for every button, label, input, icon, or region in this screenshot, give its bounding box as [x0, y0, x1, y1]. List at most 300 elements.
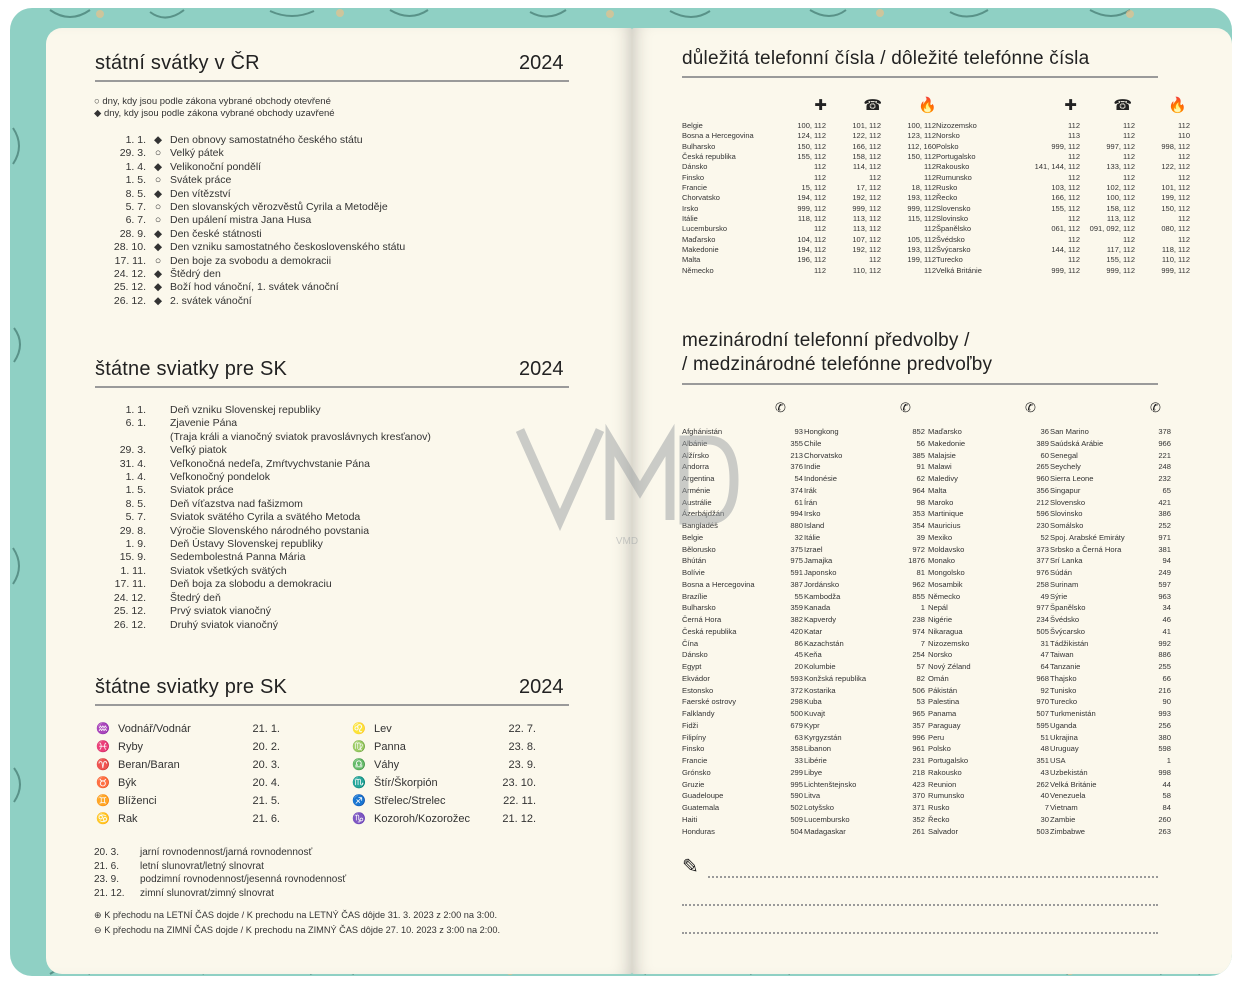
prefix-country: Konžská republika	[804, 673, 867, 683]
prefix-row	[682, 767, 803, 779]
prefix-row	[928, 532, 1049, 544]
prefix-country: Mongolsko	[928, 568, 965, 577]
prefix-country: Grónsko	[682, 767, 711, 777]
prefix-row	[682, 579, 803, 591]
prefix-country: Zambie	[1050, 814, 1076, 824]
equinox-date: 21. 12.	[94, 887, 125, 899]
country-name: Maďarsko	[682, 234, 716, 244]
emergency-table	[936, 121, 1190, 276]
holiday-row	[98, 295, 405, 308]
emergency-row	[682, 235, 936, 245]
prefix-country: Malta	[928, 485, 947, 495]
prefix-country: Somálsko	[1050, 521, 1084, 530]
prefix-code: 593	[790, 673, 803, 683]
prefix-row	[1050, 685, 1171, 697]
zodiac-date: 21. 12.	[502, 813, 536, 825]
prefix-code: 351	[1036, 756, 1049, 765]
prefix-row	[1050, 473, 1171, 485]
holiday-date: 17. 11.	[114, 578, 146, 591]
prefix-country: Katar	[804, 626, 823, 636]
prefix-row	[682, 614, 803, 626]
prefix-code: 993	[1158, 709, 1171, 718]
prefix-country: Turkmenistán	[1050, 709, 1096, 718]
emergency-row	[936, 245, 1190, 255]
prefix-country: Hongkong	[804, 427, 839, 436]
zodiac-name: Lev	[374, 723, 392, 735]
prefix-code: 509	[790, 814, 803, 824]
prefix-code: 375	[790, 544, 803, 554]
prefix-country: Filipíny	[682, 732, 707, 742]
prefix-country: Čína	[682, 638, 699, 648]
emergency-number: 112	[814, 224, 826, 234]
emergency-row	[682, 183, 936, 193]
zodiac-date: 23. 10.	[502, 777, 536, 789]
prefix-code: 94	[1162, 556, 1171, 566]
prefix-code: 64	[1040, 662, 1049, 671]
emergency-number: 122, 112	[852, 131, 881, 141]
police-icon: ☎	[863, 97, 882, 114]
country-name: Dánsko	[682, 162, 708, 172]
holiday-date: 24. 12.	[113, 268, 146, 281]
emergency-number: 158, 112	[1106, 203, 1135, 213]
prefix-code: 82	[916, 673, 925, 683]
holiday-name: Sviatok svätého Cyrila a svätého Metoda	[170, 511, 361, 524]
prefix-code: 880	[790, 521, 803, 530]
emergency-number: 192, 112	[852, 193, 881, 203]
prefix-country: Egypt	[682, 662, 702, 671]
prefix-code: 48	[1040, 744, 1049, 754]
emergency-row	[682, 266, 936, 276]
prefix-code: 20	[794, 662, 803, 671]
emergency-number: 112	[814, 265, 826, 275]
prefix-country: Litva	[804, 791, 821, 801]
emergency-row	[682, 142, 936, 152]
prefix-country: Portugalsko	[928, 756, 969, 765]
fire-icon: 🔥	[1168, 97, 1187, 114]
prefix-country: Lichtenštejnsko	[804, 779, 857, 789]
emergency-number: 103, 112	[1051, 183, 1080, 193]
prefix-code: 265	[1036, 462, 1049, 472]
prefix-row	[928, 485, 1049, 497]
holiday-date: 6. 7.	[125, 214, 146, 227]
holiday-row	[98, 551, 431, 564]
emergency-number: 113, 112	[852, 214, 881, 224]
prefix-row	[804, 614, 925, 626]
phone-icon: ✆	[775, 400, 786, 415]
emergency-number: 112	[814, 172, 826, 182]
prefix-row	[682, 720, 803, 732]
prefix-row	[928, 614, 1049, 626]
prefix-row	[1050, 579, 1171, 591]
prefix-country: Indonésie	[804, 474, 837, 483]
holiday-row	[98, 268, 405, 281]
prefix-code: 47	[1040, 650, 1049, 660]
holiday-row	[98, 578, 431, 591]
emergency-number: 112	[1178, 152, 1190, 162]
prefix-code: 995	[790, 779, 803, 789]
holiday-row	[98, 592, 431, 605]
holiday-name: Svátek práce	[170, 174, 232, 187]
zodiac-row	[344, 720, 536, 738]
prefix-code: 503	[1036, 826, 1049, 836]
prefix-row	[928, 438, 1049, 450]
prefix-row	[1050, 438, 1171, 450]
prefix-code: 975	[790, 556, 803, 566]
prefix-code: 386	[1158, 509, 1171, 519]
prefix-row	[1050, 720, 1171, 732]
zodiac-sign-icon: ♐	[352, 795, 366, 807]
holiday-date: 28. 10.	[113, 241, 146, 254]
watermark-logo	[512, 410, 742, 550]
emergency-table	[682, 121, 936, 276]
holiday-shop-marker: ○	[154, 174, 162, 187]
prefix-country: Česká republika	[682, 626, 737, 636]
prefix-country: Kyrgyzstán	[804, 732, 842, 742]
emergency-row	[682, 121, 936, 131]
prefix-row	[1050, 755, 1171, 767]
emergency-number: 112	[1123, 131, 1135, 141]
prefix-country: Bolívie	[682, 568, 705, 577]
prefix-row	[682, 696, 803, 708]
country-name: Lucembursko	[682, 224, 728, 234]
holiday-name: Den boje za svobodu a demokracii	[170, 254, 332, 267]
prefix-country: Rusko	[928, 803, 950, 812]
prefix-row	[682, 826, 803, 838]
note-line[interactable]	[682, 932, 1158, 934]
prefix-code: 855	[912, 591, 925, 601]
holiday-date: 1. 5.	[125, 174, 146, 187]
emergency-number: 112	[924, 172, 936, 182]
prefix-row	[928, 591, 1049, 603]
emergency-number: 102, 112	[1106, 183, 1135, 193]
prefix-row	[1050, 826, 1171, 838]
cz-holiday-list	[98, 134, 405, 308]
equinox-list	[94, 846, 346, 900]
emergency-row	[936, 235, 1190, 245]
prefix-code: 976	[1036, 568, 1049, 577]
sk-holiday-list	[98, 404, 431, 632]
prefix-country: Guadeloupe	[682, 791, 724, 801]
prefix-code: 961	[912, 744, 925, 754]
holiday-row	[98, 174, 405, 187]
holiday-date: 25. 12.	[113, 605, 146, 618]
prefix-country: Saúdská Arábie	[1050, 438, 1104, 448]
prefix-country: Kuba	[804, 697, 822, 707]
prefix-row	[682, 685, 803, 697]
prefix-row	[804, 732, 925, 744]
prefix-country: Turecko	[1050, 697, 1078, 707]
prefix-row	[804, 555, 925, 567]
emergency-number: 112	[1068, 234, 1080, 244]
country-name: Španělsko	[936, 224, 972, 234]
emergency-number: 150, 112	[907, 152, 936, 162]
prefix-country: Malajsie	[928, 450, 956, 460]
holiday-date: 5. 7.	[125, 201, 146, 214]
prefix-row	[804, 779, 925, 791]
prefix-row	[1050, 743, 1171, 755]
holiday-name: Den vzniku samostatného československého státu	[170, 241, 406, 254]
prefix-code: 356	[1036, 485, 1049, 495]
holiday-name: Veľkonočná nedeľa, Zmŕtvychvstanie Pána	[170, 457, 370, 470]
emergency-number: 110	[1178, 131, 1190, 141]
emergency-number: 115, 112	[907, 214, 936, 224]
prefix-row	[682, 626, 803, 638]
emergency-number: 091, 092, 112	[1089, 224, 1135, 234]
prefix-code: 62	[916, 474, 925, 483]
prefix-row	[804, 743, 925, 755]
prefix-code: 57	[916, 662, 925, 671]
prefix-country: Surinam	[1050, 579, 1079, 589]
prefix-code: 353	[912, 509, 925, 519]
prefix-code: 387	[790, 579, 803, 589]
zodiac-sign-icon: ♌	[352, 723, 366, 735]
prefix-row	[682, 802, 803, 814]
emergency-number: 110, 112	[852, 265, 881, 275]
note-line[interactable]	[708, 876, 1158, 878]
prefix-code: 998	[1158, 767, 1171, 777]
holiday-name: Den upálení mistra Jana Husa	[170, 214, 312, 227]
emergency-table-right	[936, 121, 1190, 276]
prefix-code: 970	[1036, 697, 1049, 707]
emergency-number: 155, 112	[1051, 203, 1080, 213]
prefix-row	[804, 591, 925, 603]
holiday-date: 5. 7.	[125, 511, 146, 524]
holiday-row	[98, 431, 431, 444]
prefix-column-2	[804, 426, 925, 837]
prefix-code: 249	[1158, 568, 1171, 577]
country-name: Portugalsko	[936, 152, 976, 162]
emergency-number: 112	[1123, 121, 1135, 130]
prefix-row	[804, 638, 925, 650]
prefix-code: 255	[1158, 662, 1171, 671]
emergency-number: 999, 112	[852, 203, 881, 213]
prefix-country: Ukrajina	[1050, 732, 1078, 742]
prefix-code: 262	[1036, 779, 1049, 789]
prefix-country: Afghánistán	[682, 427, 723, 436]
prefix-row	[1050, 708, 1171, 720]
prefix-code: 591	[790, 568, 803, 577]
holiday-date: 1. 5.	[125, 484, 146, 497]
prefix-country: Spoj. Arabské Emiráty	[1050, 532, 1125, 542]
prefix-code: 374	[790, 485, 803, 495]
emergency-number: 112	[1123, 172, 1135, 182]
holiday-row	[98, 484, 431, 497]
prefix-country: Arménie	[682, 485, 711, 495]
prefix-code: 260	[1158, 814, 1171, 824]
holiday-row	[98, 281, 405, 294]
prefix-code: 598	[1158, 744, 1171, 754]
equinox-date: 20. 3.	[94, 847, 120, 858]
country-name: Řecko	[936, 193, 958, 203]
prefix-country: Thajsko	[1050, 673, 1077, 683]
prefix-row	[1050, 532, 1171, 544]
emergency-number: 194, 112	[797, 245, 826, 255]
holiday-row	[98, 147, 405, 160]
prefix-country: Rakousko	[928, 767, 962, 777]
prefix-country: Vietnam	[1050, 803, 1078, 812]
prefix-code: 92	[1040, 685, 1049, 695]
country-name: Malta	[682, 255, 701, 265]
prefix-code: 355	[790, 438, 803, 448]
emergency-number: 999, 112	[1161, 265, 1190, 275]
prefix-country: Chorvatsko	[804, 450, 843, 460]
emergency-icons-left	[772, 96, 937, 114]
country-name: Velká Británie	[936, 265, 982, 275]
prefix-country: Uganda	[1050, 720, 1077, 730]
prefix-code: 51	[1040, 732, 1049, 742]
prefix-row	[804, 826, 925, 838]
zodiac-sign-icon: ♍	[352, 741, 366, 753]
prefix-row	[928, 426, 1049, 438]
holiday-name: Sviatok práce	[170, 484, 234, 497]
emergency-number: 107, 112	[852, 234, 881, 244]
prefix-country: Německo	[928, 591, 961, 601]
prefix-row	[1050, 732, 1171, 744]
prefix-row	[1050, 567, 1171, 579]
prefix-code: 63	[794, 732, 803, 742]
emergency-row	[682, 245, 936, 255]
prefix-row	[804, 685, 925, 697]
zodiac-name: Vodnář/Vodnár	[118, 723, 191, 735]
prefix-row	[928, 779, 1049, 791]
holiday-row	[98, 417, 431, 430]
holiday-row	[98, 161, 405, 174]
prefix-code: 248	[1158, 462, 1171, 472]
prefix-country: Bělorusko	[682, 544, 716, 554]
prefix-country: Sýrie	[1050, 591, 1068, 601]
emergency-row	[936, 173, 1190, 183]
zodiac-name: Štír/Škorpión	[374, 777, 438, 789]
zodiac-column-1	[88, 720, 280, 828]
prefix-country: Tanzanie	[1050, 662, 1081, 671]
prefix-row	[804, 438, 925, 450]
prefix-row	[682, 732, 803, 744]
holiday-row	[98, 498, 431, 511]
prefix-code: 507	[1036, 709, 1049, 718]
holiday-date: 29. 3.	[119, 147, 146, 160]
prefix-row	[682, 555, 803, 567]
prefix-code: 963	[1158, 591, 1171, 601]
holiday-name: Veľkonočný pondelok	[170, 471, 270, 484]
prefix-country: Kuvajt	[804, 709, 826, 718]
country-name: Švýcarsko	[936, 245, 971, 255]
zodiac-title: štátne sviatky pre SK	[95, 676, 288, 698]
cz-title-rule	[95, 80, 569, 82]
emergency-number: 100, 112	[1106, 193, 1135, 203]
prefix-code: 230	[1036, 521, 1049, 530]
prefix-code: 231	[912, 756, 925, 765]
holiday-date: 31. 4.	[119, 457, 146, 470]
prefix-code: 597	[1158, 579, 1171, 589]
holiday-date: 26. 12.	[113, 618, 146, 631]
zodiac-column-2	[344, 720, 536, 828]
emergency-number: 112	[924, 265, 936, 275]
zodiac-sign-icon: ♎	[352, 759, 366, 771]
emergency-icons-right	[1022, 96, 1187, 114]
equinox-row	[94, 860, 346, 874]
emergency-number: 999, 112	[1106, 265, 1135, 275]
prefix-row	[1050, 544, 1171, 556]
prefix-row	[1050, 802, 1171, 814]
zodiac-row	[344, 756, 536, 774]
prefix-country: Maďarsko	[928, 427, 962, 436]
holiday-row	[98, 214, 405, 227]
holiday-row	[98, 525, 431, 538]
prefix-country: Reunion	[928, 779, 957, 789]
emergency-number: 101, 112	[1161, 183, 1190, 193]
phone-icon: ✆	[1025, 400, 1036, 415]
prefix-row	[928, 473, 1049, 485]
prefix-country: Nikaragua	[928, 626, 963, 636]
prefix-country: Moldavsko	[928, 544, 965, 554]
zodiac-row	[344, 738, 536, 756]
prefix-row	[1050, 555, 1171, 567]
prefix-row	[804, 767, 925, 779]
prefix-row	[682, 567, 803, 579]
emergency-number: 193, 112	[907, 193, 936, 203]
holiday-date: 1. 4.	[125, 471, 146, 484]
country-name: Rusko	[936, 183, 958, 193]
emergency-row	[682, 173, 936, 183]
emergency-row	[936, 204, 1190, 214]
prefix-country: Japonsko	[804, 568, 837, 577]
emergency-number: 196, 112	[797, 255, 826, 265]
holiday-shop-marker: ◆	[153, 268, 163, 281]
prefix-country: Makedonie	[928, 438, 966, 448]
country-name: Finsko	[682, 172, 705, 182]
equinox-date: 23. 9.	[94, 874, 120, 885]
prefix-country: Lucembursko	[804, 814, 850, 824]
holiday-row	[98, 188, 405, 201]
emergency-number: 100, 112	[907, 121, 936, 130]
prefix-row	[804, 696, 925, 708]
prefix-row	[928, 555, 1049, 567]
equinox-date: 21. 6.	[94, 860, 120, 872]
prefix-code: 380	[1158, 732, 1171, 742]
prefix-country: Izrael	[804, 544, 823, 554]
holiday-name: Velký pátek	[170, 147, 224, 160]
emergency-title-rule	[682, 76, 1158, 78]
zodiac-title-rule	[95, 704, 569, 706]
emergency-number: 124, 112	[797, 131, 826, 141]
holiday-date: 24. 12.	[113, 591, 146, 604]
country-name: Belgie	[682, 121, 703, 130]
prefix-row	[1050, 450, 1171, 462]
prefix-row	[1050, 602, 1171, 614]
prefix-country: Salvador	[928, 826, 958, 836]
prefix-row	[682, 602, 803, 614]
prefix-country: Nepál	[928, 603, 948, 613]
prefix-row	[928, 743, 1049, 755]
prefix-code: 382	[790, 615, 803, 624]
prefix-country: Honduras	[682, 826, 715, 836]
prefix-code: 505	[1036, 626, 1049, 636]
prefix-row	[1050, 614, 1171, 626]
prefix-country: Kypr	[804, 720, 820, 730]
prefix-code: 56	[916, 438, 925, 448]
holiday-name: Sviatok všetkých svätých	[170, 564, 287, 577]
emergency-number: 113	[1068, 131, 1080, 141]
prefix-country: Mosambik	[928, 579, 963, 589]
emergency-row	[936, 224, 1190, 234]
sk-holidays-year: 2024	[519, 358, 564, 380]
prefix-title-rule	[682, 383, 1158, 385]
prefix-code: 45	[794, 650, 803, 660]
prefix-country: Bosna a Hercegovina	[682, 579, 755, 589]
country-name: Polsko	[936, 141, 959, 151]
holiday-name: Den vítězství	[170, 187, 231, 200]
note-line[interactable]	[682, 904, 1158, 906]
